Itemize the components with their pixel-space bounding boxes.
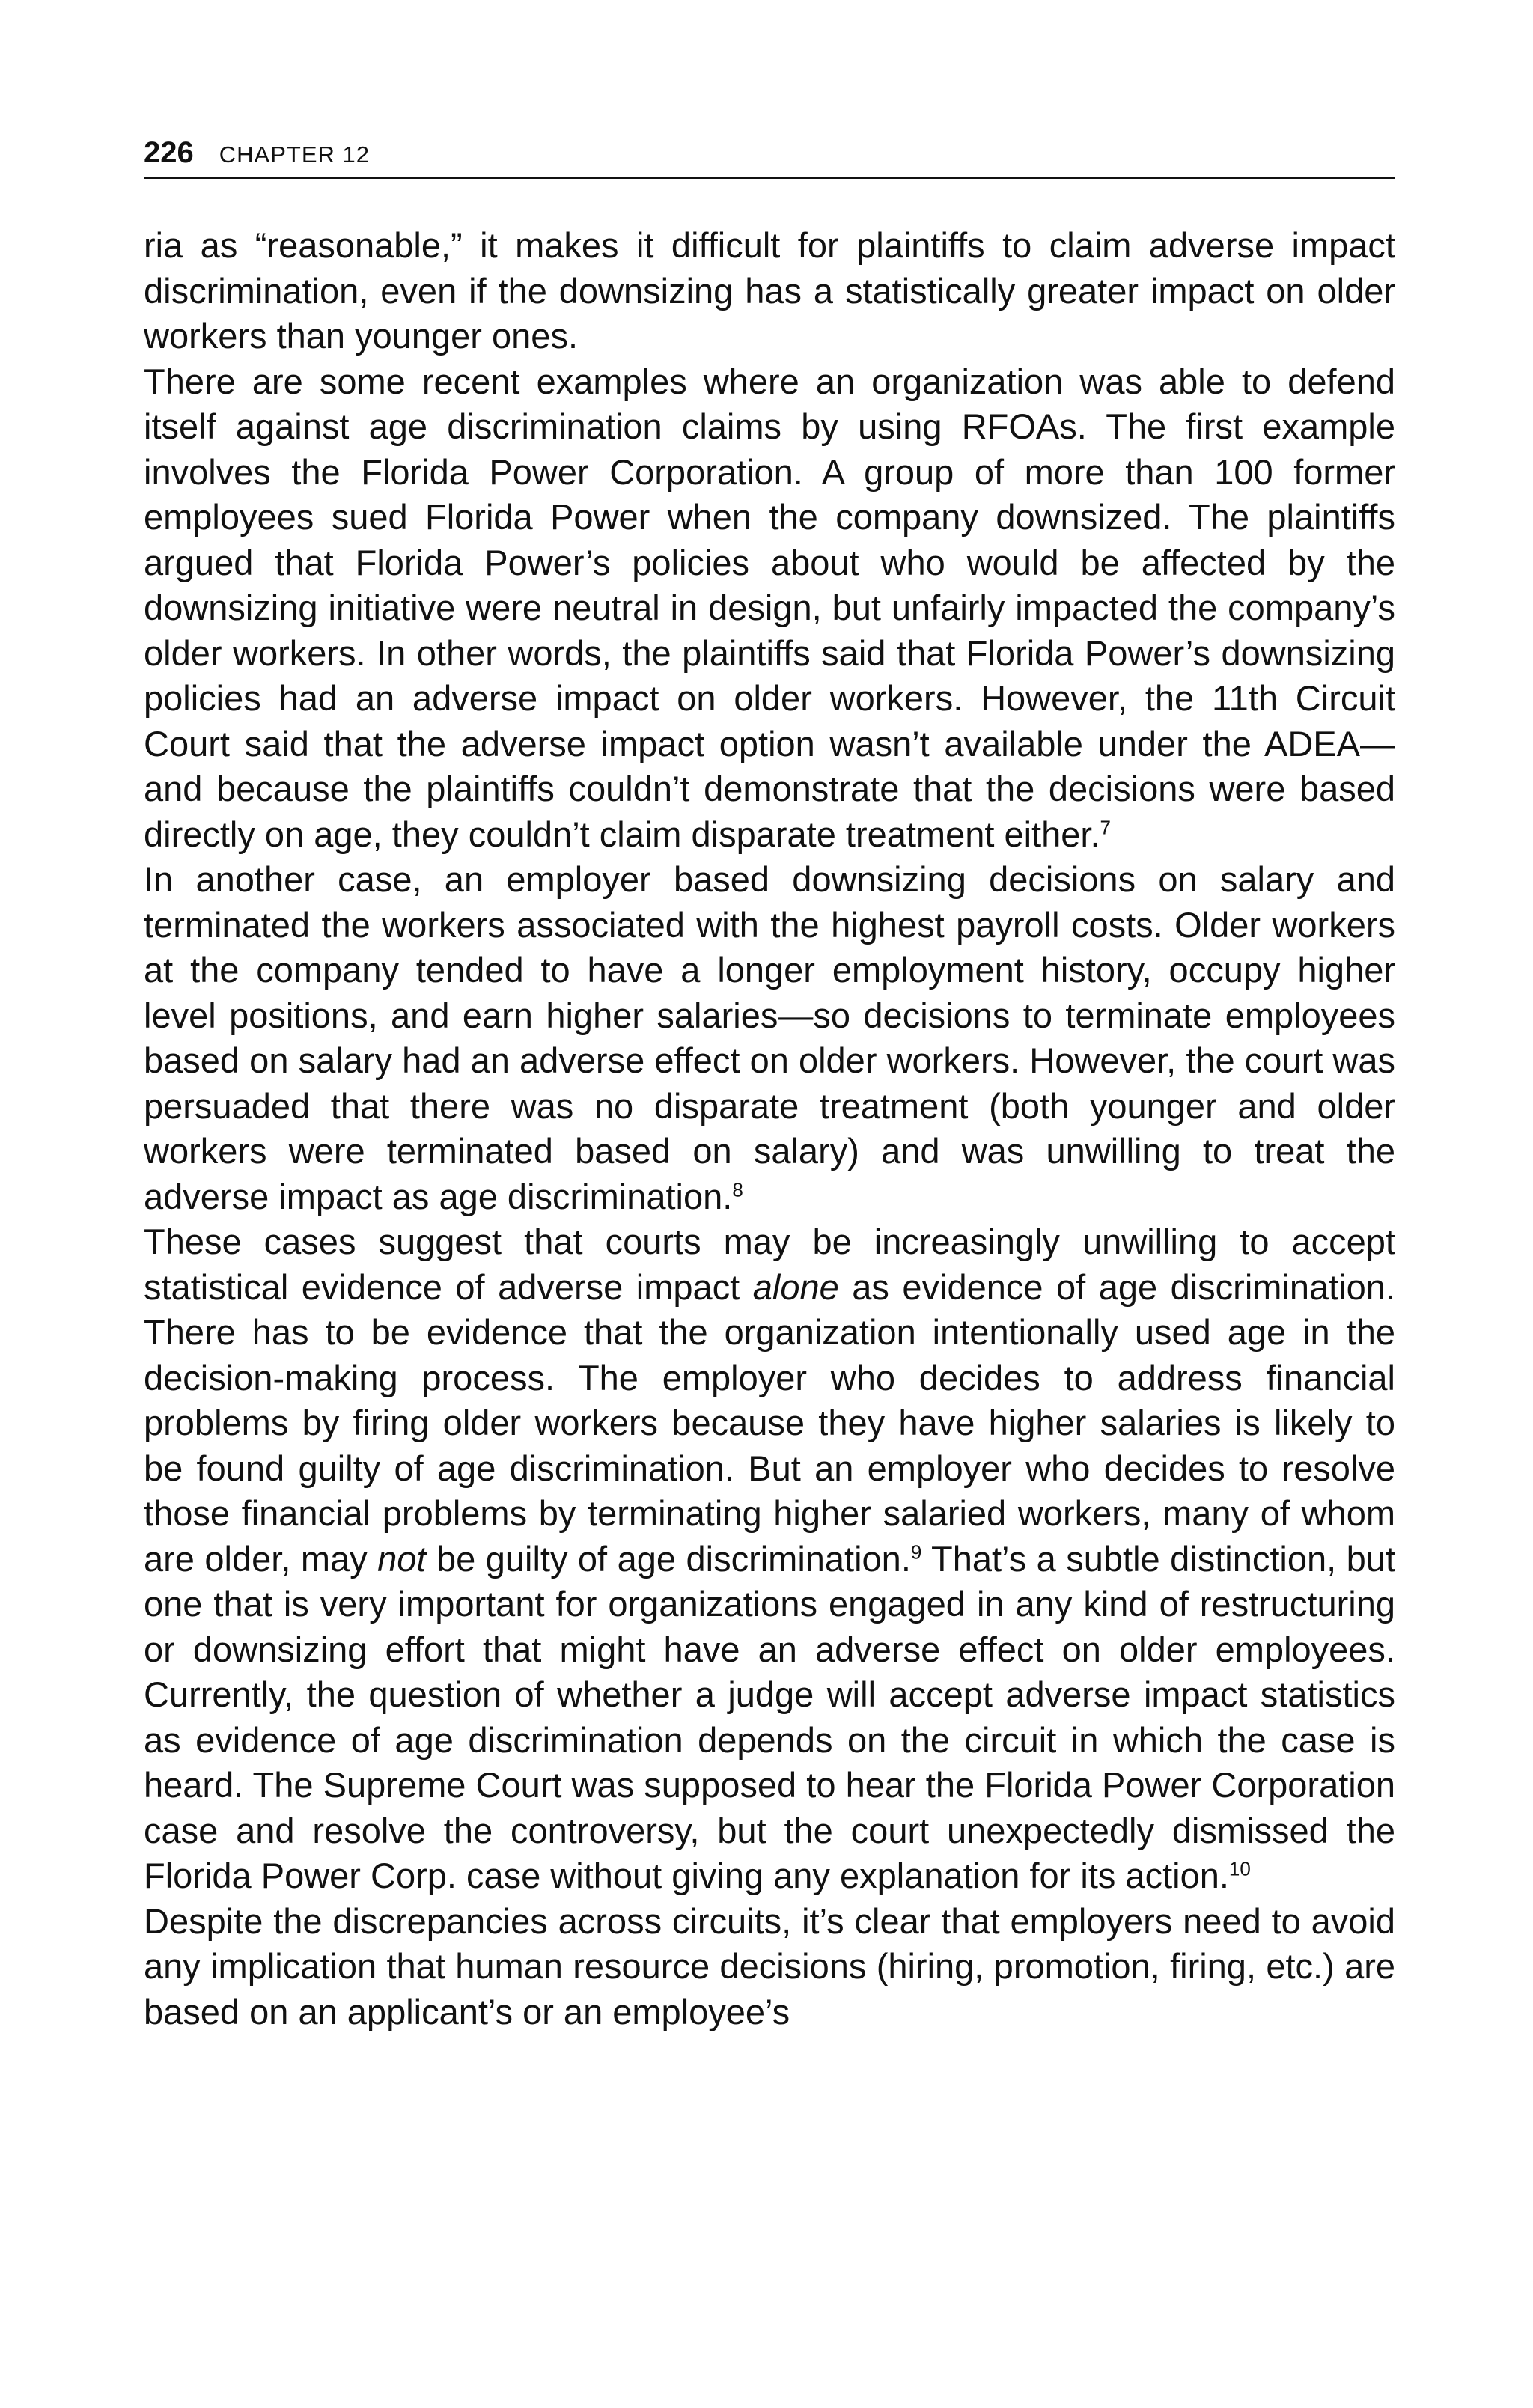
paragraph-2-text: There are some recent examples where an organization was able to defend itself against age discrimination claims by using RFOAs. The first example involves the Florida Power Corporation. A group of more than 100 former employees sued Florida Power when the company downsized. The plaintiffs argued that Florida Power’s policies about who would be affected by the downsizing initiative were neutral in design, but unfairly impacted the company’s older workers. In other words, the plaintiffs said that Florida Power’s downsizing policies had an adverse impact on older workers. However, the 11th Circuit Court said that the adverse impact option wasn’t available under the ADEA—and because the plaintiffs couldn’t demonstrate that the decisions were based directly on age, they couldn’t claim disparate treatment either. [144,361,1395,854]
paragraph-4-text-a: These cases suggest that courts may be increasingly unwilling to accept statistical evidence of adverse impact [144,1222,1395,1307]
footnote-ref-9: 9 [910,1540,922,1563]
paragraph-4-text-c: be guilty of age discrimination. [426,1538,911,1579]
footnote-ref-10: 10 [1228,1857,1251,1880]
emphasis-alone: alone [752,1267,839,1307]
paragraph-4 [144,1219,1395,1899]
paragraph-4-text-d: That’s a subtle distinction, but one that is very important for organizations engaged in any kind of restructuring or downsizing effort that might have an adverse effect on older employees. Currently, the question of whether a judge will accept adverse impact statistics as evidence of age discrimination depends on the circuit in which the case is heard. The Supreme Court was supposed to hear the Florida Power Corporation case and resolve the controversy, but the court unexpectedly dismissed the Florida Power Corp. case without giving any explanation for its action. [144,1538,1395,1895]
paragraph-1-text: ria as “reasonable,” it makes it difficult for plaintiffs to claim adverse impact discrimination, even if the downsizing has a statistically greater impact on older workers than younger ones. [144,225,1395,356]
body-text [144,223,1395,2034]
paragraph-5-text: Despite the discrepancies across circuits, it’s clear that employers need to avoid any implication that human resource decisions (hiring, promotion, firing, etc.) are based on an applicant’s or an employee’s [144,1901,1395,2031]
running-head [144,123,1395,179]
footnote-ref-7: 7 [1100,815,1111,838]
paragraph-5 [144,1899,1395,2035]
paragraph-3 [144,857,1395,1219]
paragraph-1 [144,223,1395,359]
footnote-ref-8: 8 [732,1177,743,1201]
emphasis-not: not [377,1538,427,1579]
page-number: 226 [144,136,194,169]
chapter-label: CHAPTER 12 [219,141,370,168]
paragraph-2 [144,359,1395,858]
paragraph-3-text: In another case, an employer based downsizing decisions on salary and terminated the workers associated with the highest payroll costs. Older workers at the company tended to have a longer employment history, occupy higher level positions, and earn higher salaries—so decisions to terminate employees based on salary had an adverse effect on older workers. However, the court was persuaded that there was no disparate treatment (both younger and older workers were terminated based on salary) and was unwilling to treat the adverse impact as age discrimination. [144,859,1395,1216]
paragraph-4-text-b: as evidence of age discrimination. There has to be evidence that the organization intentionally used age in the decision-making process. The employer who decides to address financial problems by firing older workers because they have higher salaries is likely to be found guilty of age discrimination. But an employer who decides to resolve those financial problems by terminating higher salaried workers, many of whom are older, may [144,1267,1395,1579]
